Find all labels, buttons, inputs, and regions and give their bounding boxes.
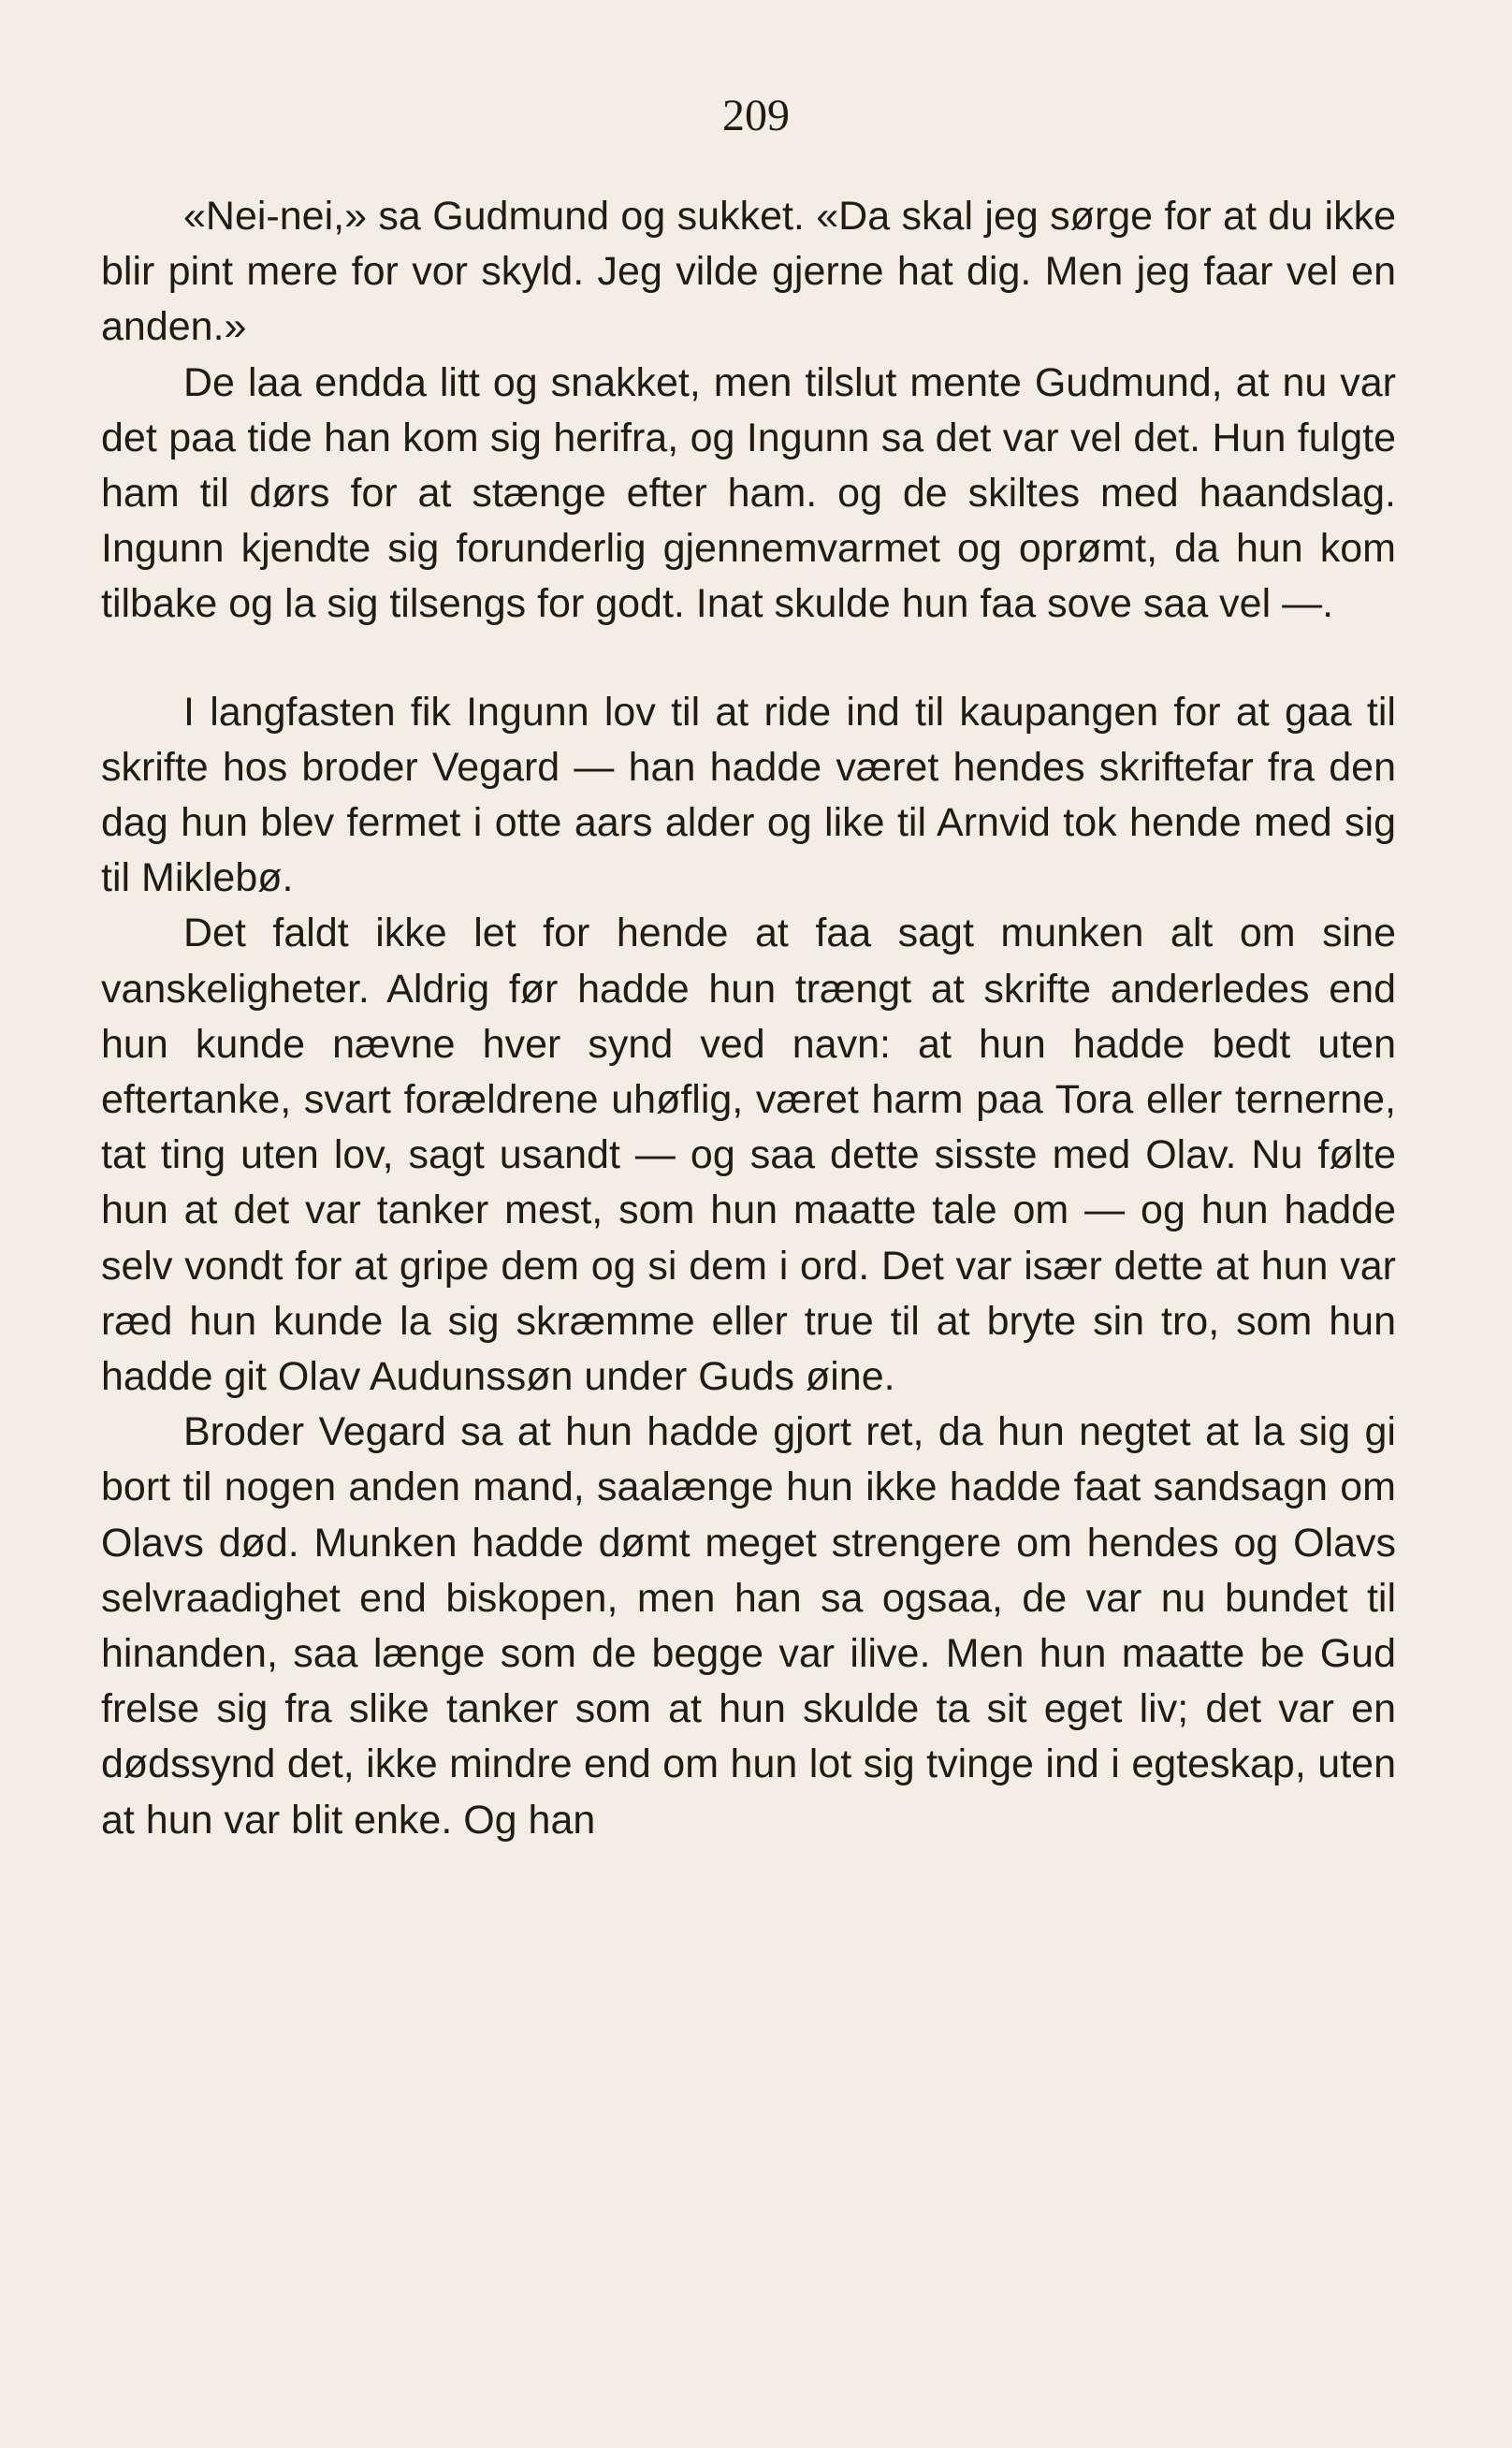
paragraph-4: Det faldt ikke let for hende at faa sagt munken alt om sine vanskeligheter. Aldrig før hadde hun trængt at skrifte anderledes end hun kunde nævne hver synd ved navn: at hun hadde bedt uten eftertanke, svart forældrene uhøflig, været harm paa Tora eller ternerne, tat ting uten lov, sagt usandt — og saa dette sisste med Olav. Nu følte hun at det var tanker mest, som hun maatte tale om — og hun hadde selv vondt for at gripe dem og si dem i ord. Det var især dette at hun var ræd hun kunde la sig skræmme eller true til at bryte sin tro, som hun hadde git Olav Audunssøn under Guds øine. [101, 911, 1396, 1400]
page-text [101, 189, 1396, 1848]
paragraph-1: «Nei-nei,» sa Gudmund og sukket. «Da skal jeg sørge for at du ikke blir pint mere for vor skyld. Jeg vilde gjerne hat dig. Men jeg faar vel en anden.» [101, 194, 1396, 350]
paragraph-3: I langfasten fik Ingunn lov til at ride ind til kaupangen for at gaa til skrifte hos broder Vegard — han hadde været hendes skriftefar fra den dag hun blev fermet i otte aars alder og like til Arnvid tok hende med sig til Miklebø. [101, 689, 1396, 901]
paragraph-2: De laa endda litt og snakket, men tilslut mente Gudmund, at nu var det paa tide han kom sig herifra, og Ingunn sa det var vel det. Hun fulgte ham til dørs for at stænge efter ham. og de skiltes med haandslag. Ingunn kjendte sig forunderlig gjennemvarmet og oprømt, da hun kom tilbake og la sig tilsengs for godt. Inat skulde hun faa sove saa vel —. [101, 359, 1396, 627]
section-gap [101, 633, 1396, 685]
page-number: 209 [722, 91, 790, 140]
paragraph-5: Broder Vegard sa at hun hadde gjort ret, da hun negtet at la sig gi bort til nogen anden mand, saalænge hun ikke hadde faat sandsagn om Olavs død. Munken hadde dømt meget strengere om hendes og Olavs selvraadighet end biskopen, men han sa ogsaa, de var nu bundet til hinanden, saa længe som de begge var ilive. Men hun maatte be Gud frelse sig fra slike tanker som at hun skulde ta sit eget liv; det var en dødssynd det, ikke mindre end om hun lot sig tvinge ind i egteskap, uten at hun var blit enke. Og han [101, 1409, 1396, 1843]
